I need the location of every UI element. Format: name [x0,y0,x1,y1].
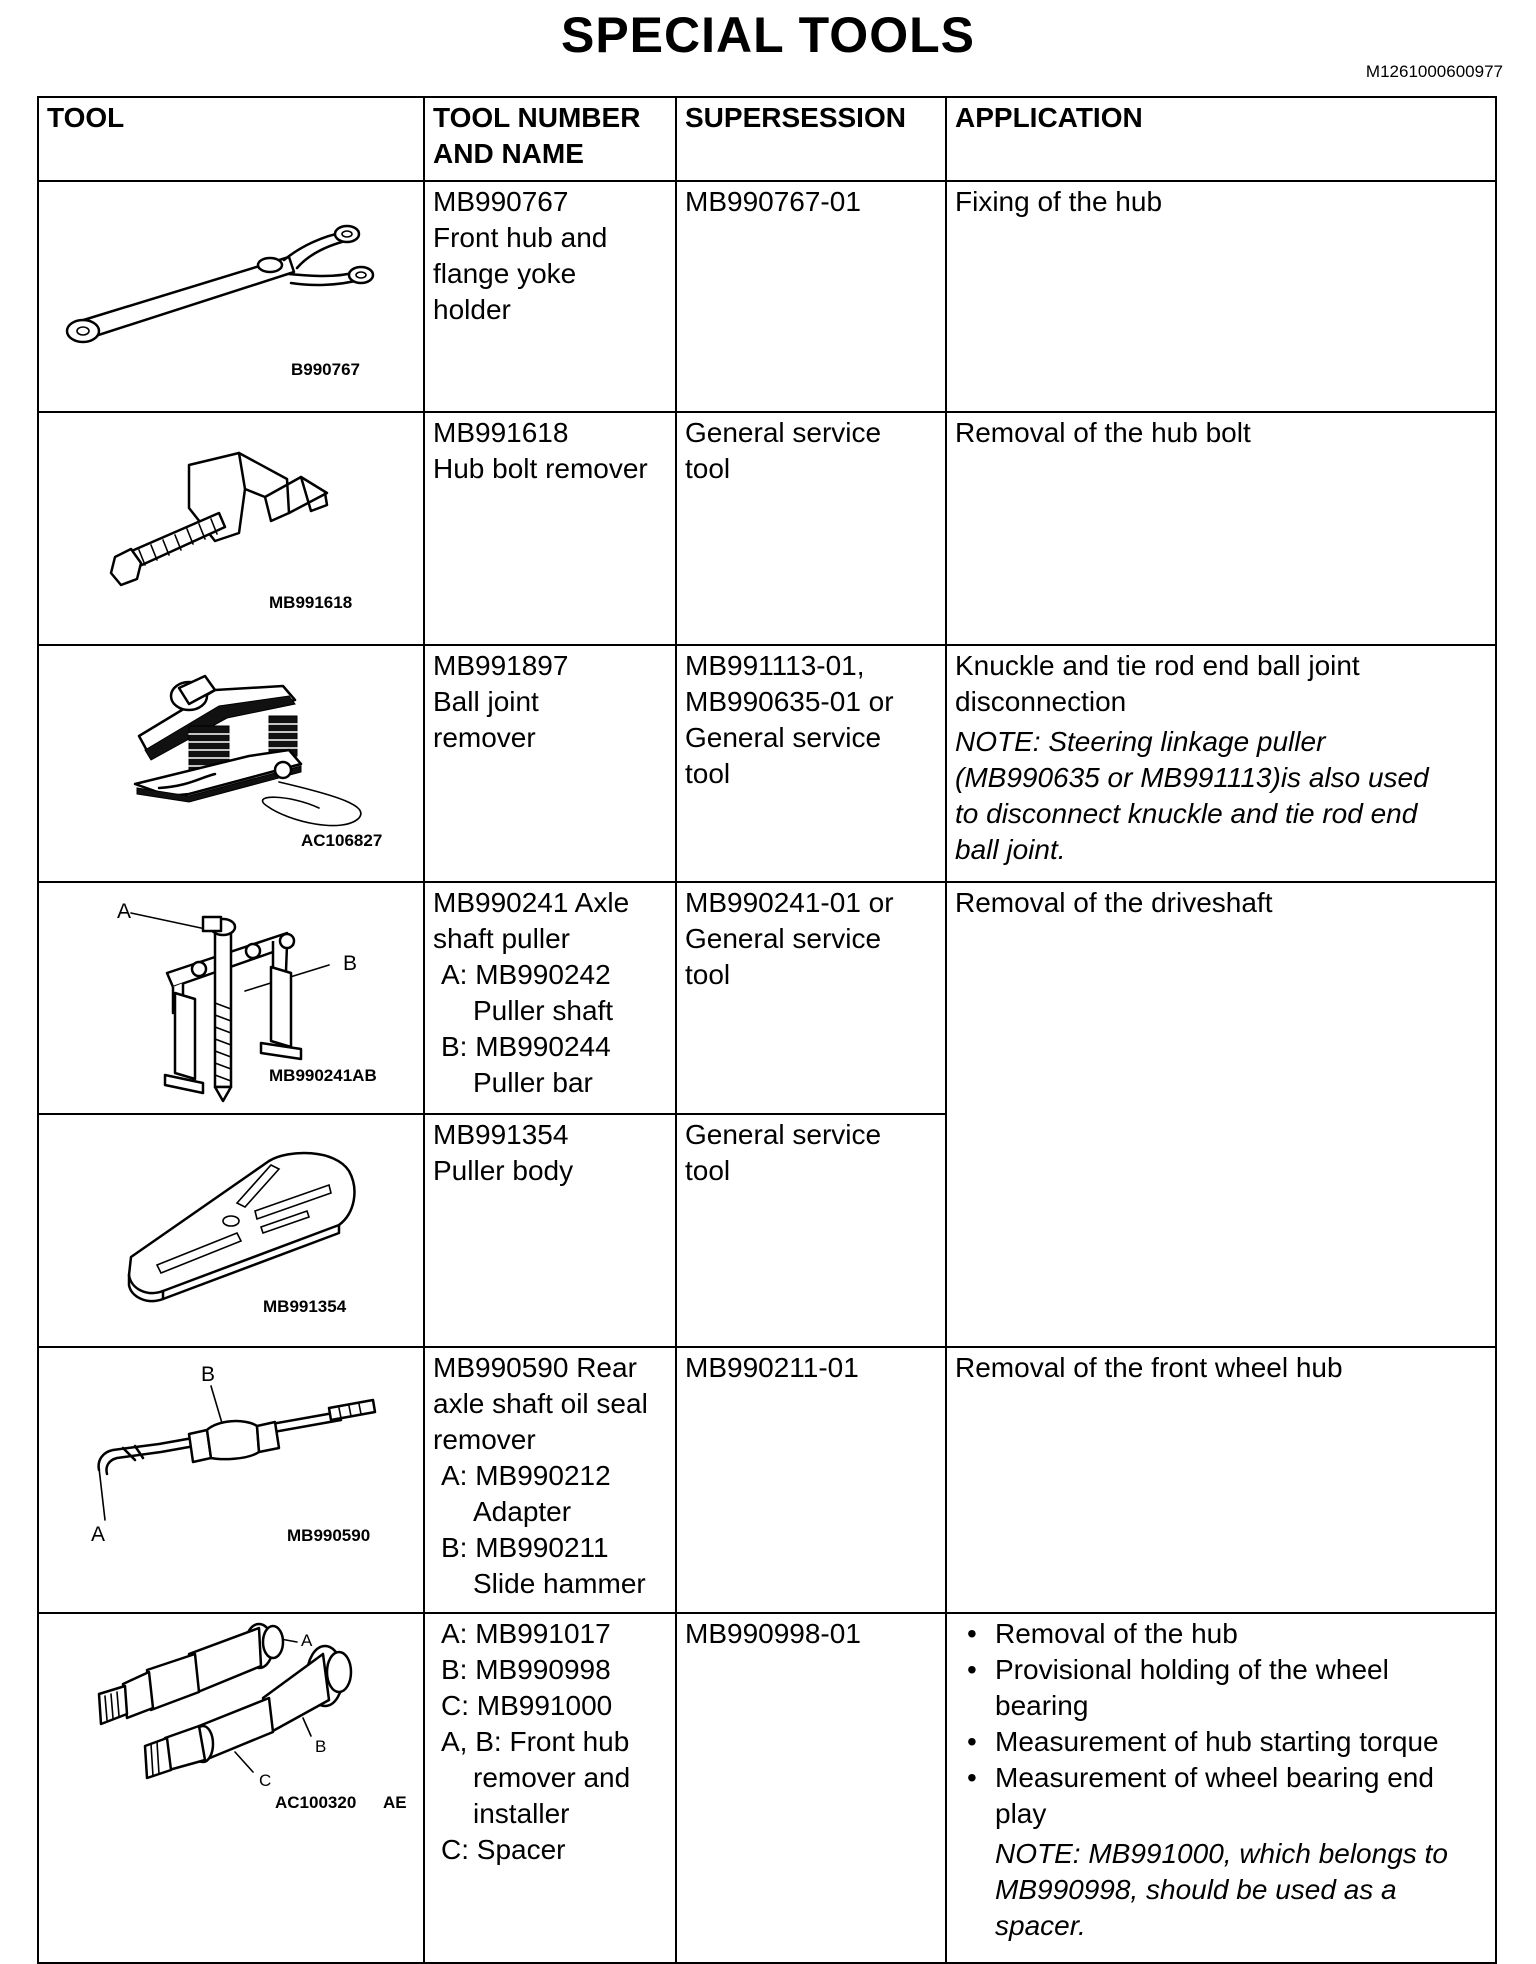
sub-item-b-name: Puller bar [473,1067,593,1098]
callout-label-b: B [201,1363,216,1386]
tool-image-cell [38,1613,424,1963]
tool-number-cell [424,882,676,1114]
text-line: tool [685,453,731,484]
note-line: to disconnect knuckle and tie rod end [955,798,1418,829]
list-item [955,1760,1487,1832]
text-line: disconnection [955,686,1127,717]
text-line: Removal of the driveshaft [955,887,1273,918]
application-note [955,1836,1487,1944]
table-row [38,882,1496,1114]
tool-image-code: MB991354 [263,1297,347,1316]
hub-remover-installer-illustration [39,1614,423,1962]
text-line: Hub bolt remover [433,453,648,484]
tool-image-code: MB991618 [269,593,353,612]
hub-yoke-holder-illustration [39,182,423,411]
text-line: MB990241-01 or [685,887,894,918]
header-number-line: TOOL NUMBER [433,102,641,133]
application-list [955,1616,1487,1832]
text-line: Fixing of the hub [955,186,1163,217]
tool-image-code: AC100320 [275,1793,357,1812]
text-line: General service [685,417,882,448]
supersession-cell [676,412,946,645]
note-line: MB990998, should be used as a [995,1874,1397,1905]
application-cell [946,1613,1496,1963]
tool-image-cell [38,412,424,645]
text-line: flange yoke [433,258,577,289]
text-line: axle shaft oil seal [433,1388,648,1419]
puller-body-illustration [39,1115,423,1346]
hub-bolt-remover-illustration [39,413,423,644]
supersession-cell [676,645,946,882]
text-line: Provisional holding of the wheel [995,1654,1389,1685]
callout-label-c: C [259,1771,272,1790]
text-line: tool [685,758,731,789]
callout-label-a: A [91,1523,106,1546]
note-line: NOTE: MB991000, which belongs to [995,1838,1448,1869]
text-line: Removal of the hub [995,1618,1238,1649]
supersession-cell [676,1613,946,1963]
sub-item-cont: installer [473,1798,570,1829]
text-line: MB991618 [433,417,569,448]
sub-item: A: MB991017 [441,1618,611,1649]
text-line: Measurement of hub starting torque [995,1726,1439,1757]
text-line: MB991897 [433,650,569,681]
oil-seal-remover-illustration [39,1348,423,1612]
sub-item-b-name: Slide hammer [473,1568,646,1599]
text-line: MB990998-01 [685,1618,861,1649]
tool-image-code-suffix: AE [383,1793,407,1812]
header-tool-number [424,97,676,181]
tool-image-cell [38,181,424,412]
note-line: (MB990635 or MB991113)is also used [955,762,1429,793]
callout-label-b: B [315,1737,327,1756]
tool-image-cell [38,1347,424,1613]
tool-image-code: MB990590 [287,1526,371,1545]
text-line: MB990211-01 [685,1352,859,1383]
list-item [955,1652,1487,1724]
table-row [38,645,1496,882]
text-line: MB990635-01 or [685,686,894,717]
text-line: MB990590 Rear [433,1352,637,1383]
callout-label-a: A [301,1631,313,1650]
sub-item: B: MB990998 [441,1654,611,1685]
header-application: APPLICATION [946,97,1496,181]
tool-image-code: MB990241AB [269,1066,377,1085]
text-line: Measurement of wheel bearing end [995,1762,1434,1793]
tool-number-cell [424,1114,676,1347]
header-number-line: AND NAME [433,138,584,169]
text-line: shaft puller [433,923,570,954]
callout-label-a: A [117,900,132,923]
note-line: NOTE: Steering linkage puller [955,726,1326,757]
text-line: tool [685,1155,731,1186]
supersession-cell [676,1114,946,1347]
sub-item: C: MB991000 [441,1690,613,1721]
tool-number-cell [424,412,676,645]
text-line: General service [685,722,882,753]
document-code: M1261000600977 [1365,62,1503,81]
supersession-cell [676,181,946,412]
sub-item-b: B: MB990244 [441,1031,611,1062]
supersession-cell [676,1347,946,1613]
page-title: SPECIAL TOOLS [560,7,975,63]
tool-number-cell [424,1613,676,1963]
sub-item-b: B: MB990211 [441,1532,609,1563]
text-line: General service [685,923,882,954]
sub-item-c: C: Spacer [441,1834,566,1865]
tool-image-cell [38,882,424,1114]
tool-image-cell [38,1114,424,1347]
sub-item-a: A: MB990242 [441,959,611,990]
text-line: General service [685,1119,882,1150]
application-cell [946,882,1496,1347]
text-line: MB990767 [433,186,569,217]
callout-label-b: B [343,952,358,975]
tool-image-code: B990767 [291,360,361,379]
table-header-row [38,97,1496,181]
list-item [955,1616,1487,1652]
text-line: Front hub and [433,222,608,253]
tool-image-cell [38,645,424,882]
sub-item-a: A: MB990212 [441,1460,611,1491]
special-tools-table [37,96,1497,1964]
text-line: Removal of the front wheel hub [955,1352,1343,1383]
sub-item-a-name: Adapter [473,1496,572,1527]
table-row [38,412,1496,645]
tool-number-cell [424,645,676,882]
note-line: spacer. [995,1910,1086,1941]
header-tool: TOOL [38,97,424,181]
table-row [38,181,1496,412]
text-line: Removal of the hub bolt [955,417,1251,448]
sub-item-cont: remover and [473,1762,631,1793]
application-cell [946,181,1496,412]
header-supersession: SUPERSESSION [676,97,946,181]
text-line: MB991113-01, [685,650,865,681]
application-cell [946,412,1496,645]
text-line: tool [685,959,731,990]
text-line: MB990241 Axle [433,887,630,918]
text-line: MB991354 [433,1119,569,1150]
tool-number-cell [424,1347,676,1613]
supersession-cell [676,882,946,1114]
text-line: Knuckle and tie rod end ball joint [955,650,1360,681]
tool-image-code: AC106827 [301,831,383,850]
table-row [38,1347,1496,1613]
sub-item: A, B: Front hub [441,1726,630,1757]
text-line: play [995,1798,1047,1829]
text-line: remover [433,722,536,753]
text-line: Puller body [433,1155,574,1186]
text-line: holder [433,294,511,325]
sub-item-a-name: Puller shaft [473,995,614,1026]
application-cell [946,645,1496,882]
text-line: Ball joint [433,686,539,717]
application-note [955,724,1487,868]
note-line: ball joint. [955,834,1066,865]
list-item [955,1724,1487,1760]
table-row [38,1613,1496,1963]
text-line: remover [433,1424,536,1455]
text-line: MB990767-01 [685,186,861,217]
application-cell [946,1347,1496,1613]
text-line: bearing [995,1690,1089,1721]
tool-number-cell [424,181,676,412]
